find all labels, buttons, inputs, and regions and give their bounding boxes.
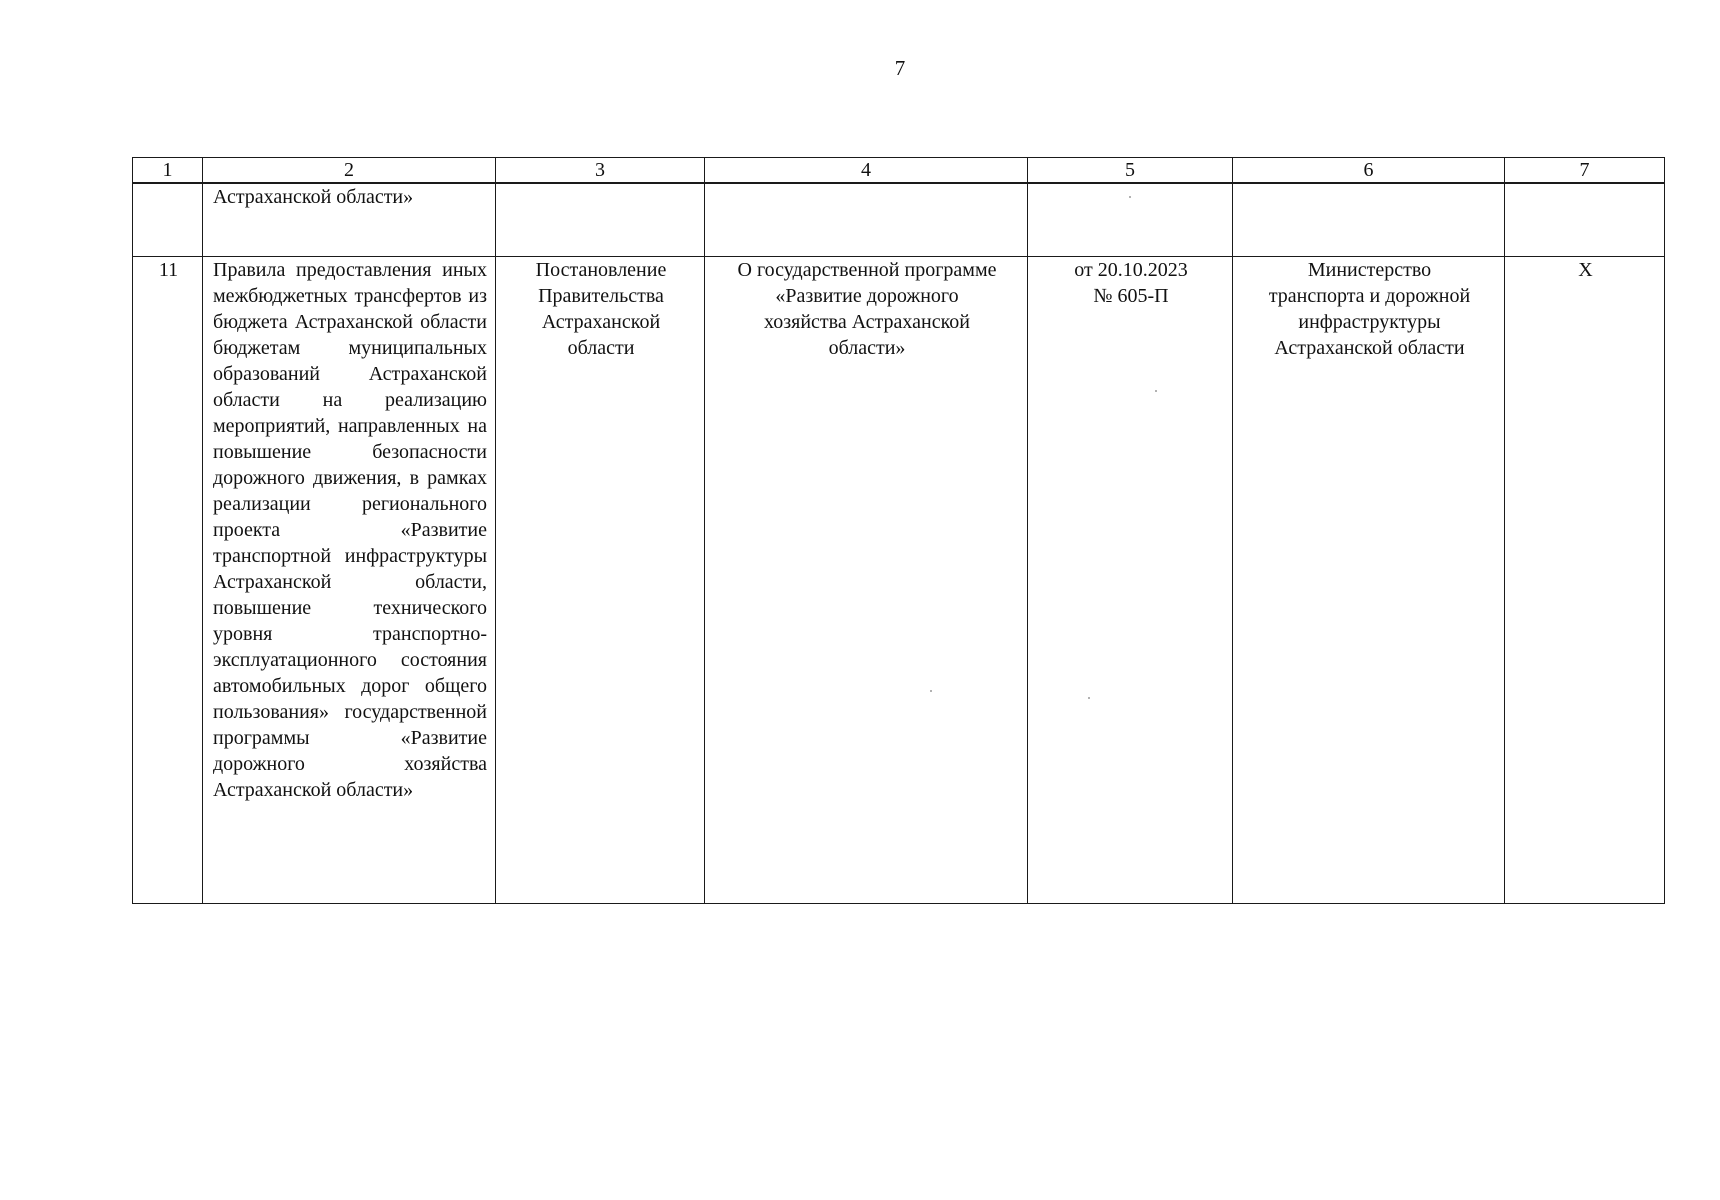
cell-responsible-body: Министерство транспорта и дорожной инфраструктуры Астраханской области xyxy=(1268,259,1471,359)
header-cell-5: 5 xyxy=(1028,158,1233,184)
cell-program-name xyxy=(705,183,1028,257)
cell-program-name-wrap xyxy=(705,257,1028,904)
table-row-continuation xyxy=(133,183,1665,257)
cell-row-number xyxy=(133,183,203,257)
header-cell-1: 1 xyxy=(133,158,203,184)
cell-mark xyxy=(1505,183,1665,257)
cell-date-number: от 20.10.2023 № 605-П xyxy=(1074,259,1188,307)
scan-speck xyxy=(1155,390,1157,392)
cell-row-number: 11 xyxy=(133,257,203,904)
page-number: 7 xyxy=(894,56,906,80)
cell-document-type-wrap xyxy=(496,257,705,904)
header-cell-7: 7 xyxy=(1505,158,1665,184)
cell-responsible-body xyxy=(1233,183,1505,257)
cell-date-number-wrap xyxy=(1028,257,1233,904)
cell-date-number xyxy=(1028,183,1233,257)
scan-speck xyxy=(930,690,932,692)
cell-document-type: Постановление Правительства Астраханской области xyxy=(535,259,667,359)
header-cell-3: 3 xyxy=(496,158,705,184)
header-cell-2: 2 xyxy=(203,158,496,184)
cell-mark: Х xyxy=(1505,257,1665,904)
cell-responsible-body-wrap xyxy=(1233,257,1505,904)
cell-document-title: Правила предоставления иных межбюджетных трансфертов из бюджета Астраханской области бюджетам муниципальных образований Астраханской области на реализацию мероприятий, направленных на повышение безопасности дорожного движения, в рамках реализации регионального проекта «Развитие транспортной инфраструктуры Астраханской области, повышение технического уровня транспортно-эксплуатационного состояния автомобильных дорог общего пользования» государственной программы «Развитие дорожного хозяйства Астраханской области» xyxy=(203,257,496,904)
table-header-row xyxy=(133,158,1665,184)
scan-speck xyxy=(1088,697,1090,699)
cell-document-type xyxy=(496,183,705,257)
document-table xyxy=(132,157,1665,904)
header-cell-4: 4 xyxy=(705,158,1028,184)
cell-program-name: О государственной программе «Развитие дорожного хозяйства Астраханской области» xyxy=(737,259,997,359)
cell-document-title: Астраханской области» xyxy=(203,183,496,257)
header-cell-6: 6 xyxy=(1233,158,1505,184)
table-row-11 xyxy=(133,257,1665,904)
scan-speck xyxy=(1129,196,1131,198)
